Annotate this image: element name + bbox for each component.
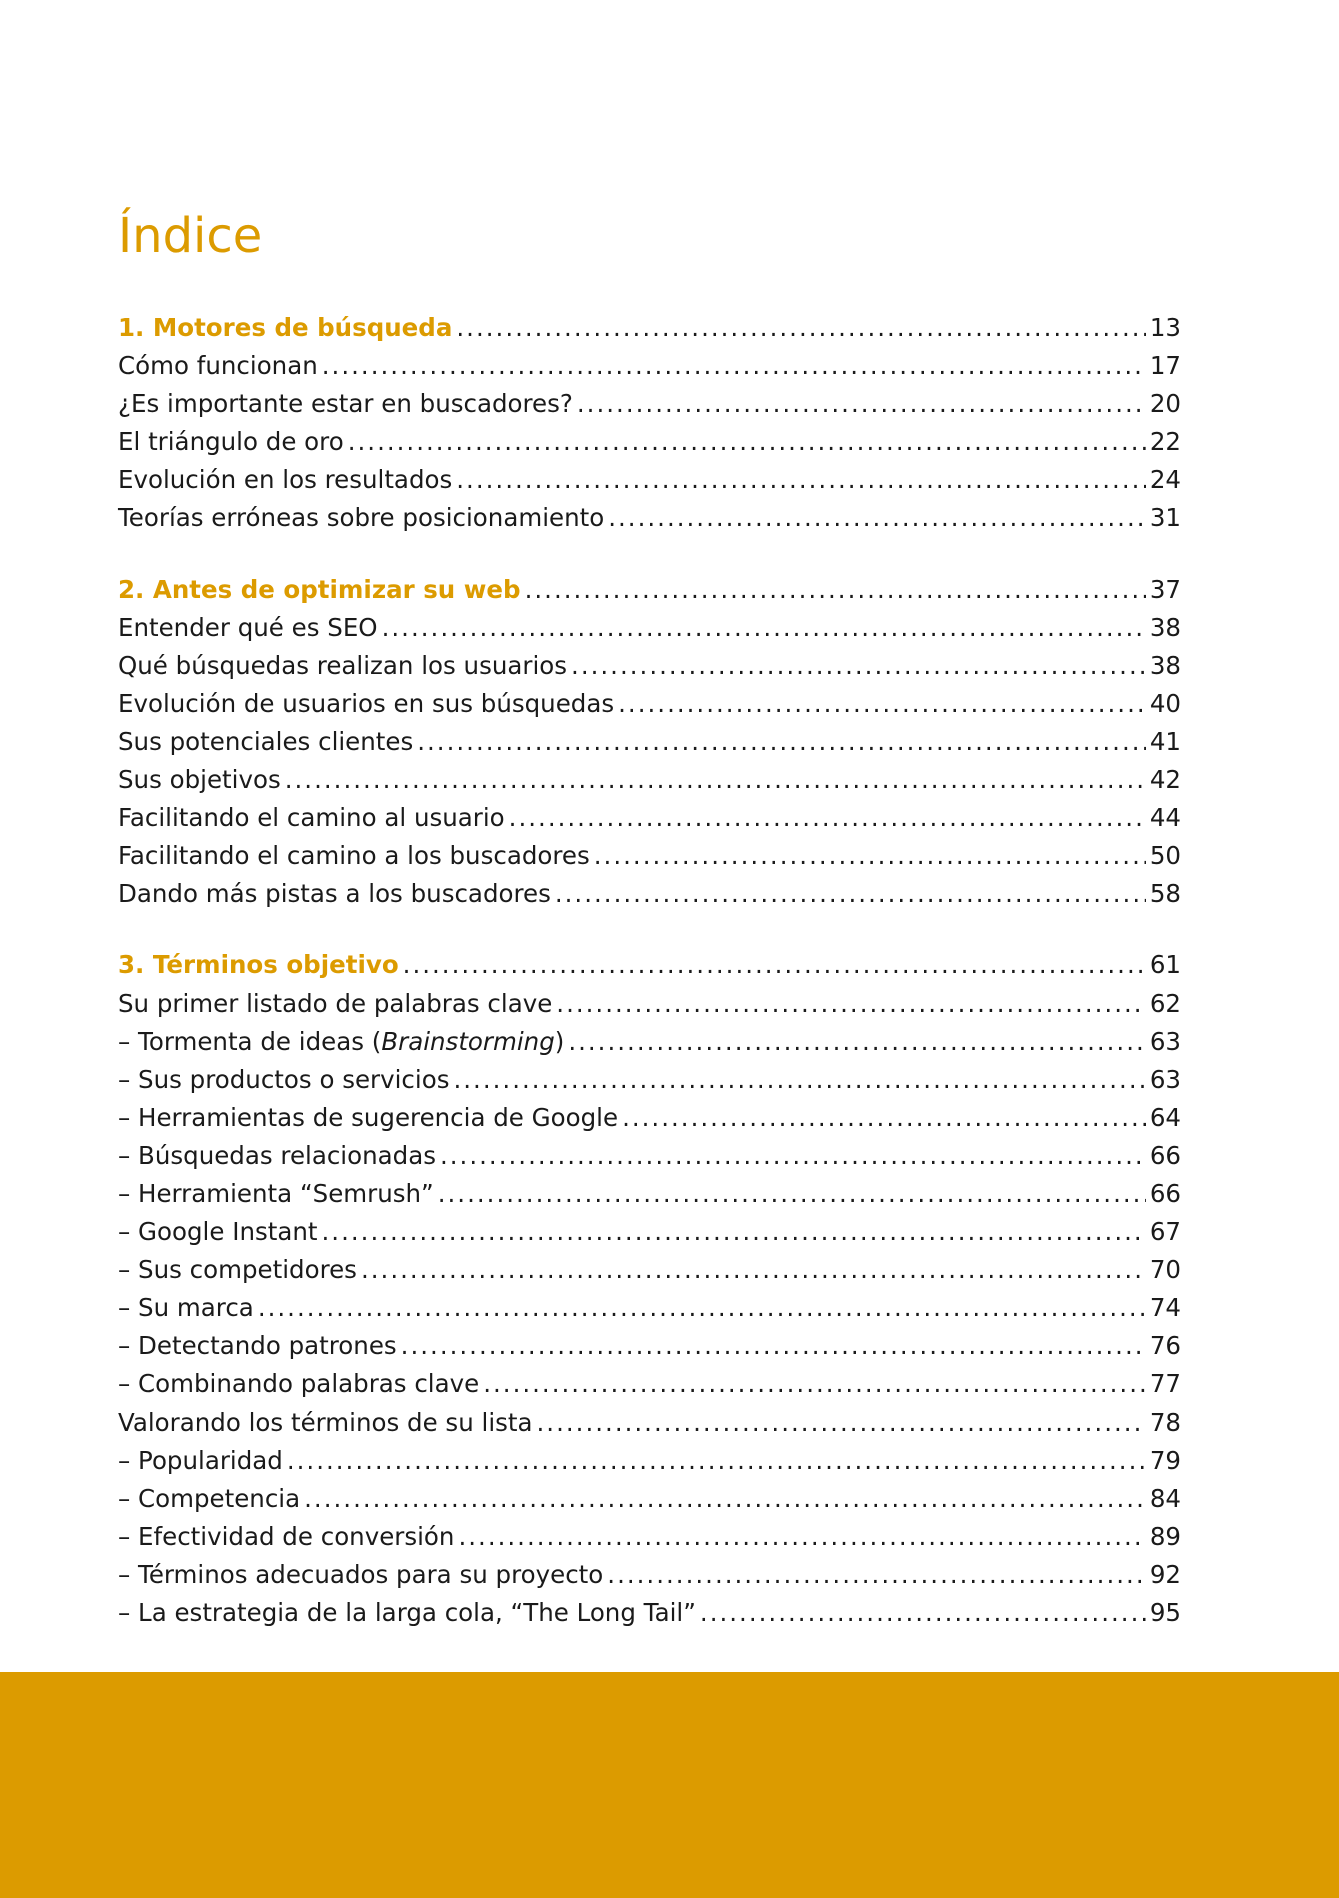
toc-page-number: 61 xyxy=(1149,950,1181,980)
toc-entry[interactable] xyxy=(118,1365,1181,1403)
toc-entry-label: 1. Motores de búsqueda xyxy=(118,313,453,342)
toc-entry-label: Valorando los términos de su lista xyxy=(118,1407,533,1437)
toc-entry-label: Facilitando el camino al usuario xyxy=(118,803,505,833)
toc-entry-label: Facilitando el camino a los buscadores xyxy=(118,841,590,871)
toc-entry-label: – Google Instant xyxy=(118,1217,318,1247)
toc-entry-label-italic: Brainstorming xyxy=(381,1026,555,1056)
toc-leader-dots xyxy=(453,1061,1145,1099)
toc-entry[interactable] xyxy=(118,385,1181,423)
toc-entry[interactable] xyxy=(118,1023,1181,1061)
toc-page-number: 13 xyxy=(1149,313,1181,342)
toc-page-number: 79 xyxy=(1149,1445,1181,1475)
toc-entry[interactable] xyxy=(118,1480,1181,1518)
toc-entry[interactable] xyxy=(118,1061,1181,1099)
toc-entry-label: – Competencia xyxy=(118,1483,301,1513)
toc-page-number: 44 xyxy=(1149,803,1181,833)
toc-page-number: 95 xyxy=(1149,1598,1181,1627)
toc-leader-dots xyxy=(403,946,1146,984)
toc-leader-dots xyxy=(417,723,1146,761)
toc-entry-label: – Términos adecuados para su proyecto xyxy=(118,1559,604,1589)
toc-entry-label: Evolución en los resultados xyxy=(118,465,453,495)
toc-leader-dots xyxy=(458,1518,1145,1556)
toc-entry-label: – Combinando palabras clave xyxy=(118,1369,480,1399)
toc-page-number: 92 xyxy=(1149,1559,1181,1589)
toc-leader-dots xyxy=(568,1023,1146,1061)
toc-leader-dots xyxy=(322,1213,1146,1251)
toc-section-heading[interactable] xyxy=(118,309,1181,347)
toc-leader-dots xyxy=(594,837,1146,875)
toc-page-number: 63 xyxy=(1149,1026,1181,1056)
toc-page-number: 38 xyxy=(1149,612,1181,642)
toc-entry[interactable] xyxy=(118,461,1181,499)
toc-entry-label: – Herramientas de sugerencia de Google xyxy=(118,1102,619,1132)
toc-leader-dots xyxy=(456,461,1146,499)
toc-leader-dots xyxy=(618,685,1146,723)
table-of-contents xyxy=(118,309,1181,1632)
toc-entry-label: – Sus competidores xyxy=(118,1255,357,1285)
toc-page-number: 77 xyxy=(1149,1369,1181,1399)
toc-entry[interactable] xyxy=(118,685,1181,723)
toc-leader-dots xyxy=(622,1099,1146,1137)
toc-entry[interactable] xyxy=(118,799,1181,837)
toc-page-number: 84 xyxy=(1149,1483,1181,1513)
toc-entry-label: Cómo funcionan xyxy=(118,351,318,381)
toc-entry-label: Su primer listado de palabras clave xyxy=(118,988,553,1018)
toc-leader-dots xyxy=(285,761,1146,799)
toc-entry-label: Evolución de usuarios en sus búsquedas xyxy=(118,688,615,718)
toc-entry-label: ¿Es importante estar en buscadores? xyxy=(118,389,573,419)
toc-entry[interactable] xyxy=(118,1213,1181,1251)
toc-leader-dots xyxy=(440,1137,1146,1175)
toc-page-number: 50 xyxy=(1149,841,1181,871)
toc-leader-dots xyxy=(258,1289,1146,1327)
toc-page-number: 63 xyxy=(1149,1064,1181,1094)
toc-leader-dots xyxy=(556,985,1146,1023)
toc-entry-label: 3. Términos objetivo xyxy=(118,950,399,980)
toc-page-number: 76 xyxy=(1149,1331,1181,1361)
toc-leader-dots xyxy=(577,385,1146,423)
toc-page-number: 24 xyxy=(1149,465,1181,495)
toc-section xyxy=(118,309,1181,538)
toc-entry[interactable] xyxy=(118,1556,1181,1594)
toc-section xyxy=(118,571,1181,914)
toc-entry[interactable] xyxy=(118,1442,1181,1480)
toc-entry-label: – Sus productos o servicios xyxy=(118,1064,450,1094)
toc-entry[interactable] xyxy=(118,647,1181,685)
toc-leader-dots xyxy=(483,1365,1146,1403)
toc-page-number: 89 xyxy=(1149,1521,1181,1551)
toc-entry[interactable] xyxy=(118,1404,1181,1442)
toc-entry-label xyxy=(118,1023,564,1061)
toc-leader-dots xyxy=(361,1251,1146,1289)
toc-entry[interactable] xyxy=(118,1327,1181,1365)
toc-page-number: 58 xyxy=(1149,879,1181,909)
toc-page-number: 67 xyxy=(1149,1217,1181,1247)
toc-entry-label: Teorías erróneas sobre posicionamiento xyxy=(118,503,605,533)
toc-entry[interactable] xyxy=(118,423,1181,461)
toc-leader-dots xyxy=(438,1175,1146,1213)
toc-leader-dots xyxy=(382,609,1146,647)
toc-entry-label: El triángulo de oro xyxy=(118,427,344,457)
toc-page-number: 64 xyxy=(1149,1102,1181,1132)
toc-entry-label: – Búsquedas relacionadas xyxy=(118,1140,436,1170)
toc-leader-dots xyxy=(555,875,1146,913)
toc-leader-dots xyxy=(608,499,1146,537)
toc-entry[interactable] xyxy=(118,1137,1181,1175)
toc-entry[interactable] xyxy=(118,1175,1181,1213)
footer-band xyxy=(0,1672,1339,1898)
toc-leader-dots xyxy=(700,1594,1146,1632)
toc-entry[interactable] xyxy=(118,875,1181,913)
toc-leader-dots xyxy=(304,1480,1146,1518)
toc-entry[interactable] xyxy=(118,347,1181,385)
toc-leader-dots xyxy=(571,647,1146,685)
page-title: Índice xyxy=(118,208,263,264)
toc-entry[interactable] xyxy=(118,1594,1181,1632)
toc-page-number: 20 xyxy=(1149,389,1181,419)
toc-page-number: 37 xyxy=(1149,574,1181,604)
toc-page-number: 42 xyxy=(1149,765,1181,795)
toc-leader-dots xyxy=(537,1404,1146,1442)
toc-page-number: 22 xyxy=(1149,427,1181,457)
toc-entry[interactable] xyxy=(118,1289,1181,1327)
toc-page-number: 74 xyxy=(1149,1293,1181,1323)
toc-entry-label: – Efectividad de conversión xyxy=(118,1521,455,1551)
toc-entry-label: – Herramienta “Semrush” xyxy=(118,1178,434,1208)
toc-page-number: 40 xyxy=(1149,688,1181,718)
toc-leader-dots xyxy=(456,309,1145,347)
toc-entry[interactable] xyxy=(118,761,1181,799)
toc-page-number: 41 xyxy=(1149,726,1181,756)
toc-leader-dots xyxy=(509,799,1146,837)
toc-entry-label-text: – Tormenta de ideas ( xyxy=(118,1026,382,1056)
toc-entry-label: – La estrategia de la larga cola, “The Long Tail” xyxy=(118,1598,696,1627)
toc-entry[interactable] xyxy=(118,499,1181,537)
toc-entry[interactable] xyxy=(118,1099,1181,1137)
toc-section-heading[interactable] xyxy=(118,571,1181,609)
toc-page-number: 31 xyxy=(1149,503,1181,533)
toc-entry[interactable] xyxy=(118,985,1181,1023)
toc-page-number: 66 xyxy=(1149,1178,1181,1208)
toc-leader-dots xyxy=(322,347,1146,385)
toc-entry[interactable] xyxy=(118,1251,1181,1289)
toc-page-number: 78 xyxy=(1149,1407,1181,1437)
toc-page-number: 70 xyxy=(1149,1255,1181,1285)
toc-page-number: 66 xyxy=(1149,1140,1181,1170)
toc-entry[interactable] xyxy=(118,609,1181,647)
toc-entry-label: Entender qué es SEO xyxy=(118,612,378,642)
toc-entry-label: – Detectando patrones xyxy=(118,1331,397,1361)
toc-page-number: 17 xyxy=(1149,351,1181,381)
toc-entry[interactable] xyxy=(118,1518,1181,1556)
toc-leader-dots xyxy=(401,1327,1146,1365)
toc-entry-label: Sus potenciales clientes xyxy=(118,726,414,756)
toc-leader-dots xyxy=(348,423,1146,461)
toc-entry-label: 2. Antes de optimizar su web xyxy=(118,574,521,604)
toc-entry-label: Dando más pistas a los buscadores xyxy=(118,879,551,909)
toc-leader-dots xyxy=(525,571,1146,609)
toc-entry-label: – Su marca xyxy=(118,1293,254,1323)
toc-entry-label: Qué búsquedas realizan los usuarios xyxy=(118,650,568,680)
toc-leader-dots xyxy=(287,1442,1146,1480)
toc-entry-label: Sus objetivos xyxy=(118,765,281,795)
toc-section-heading[interactable] xyxy=(118,946,1181,984)
toc-entry[interactable] xyxy=(118,723,1181,761)
toc-section xyxy=(118,946,1181,1632)
toc-entry-label-text: ) xyxy=(554,1026,565,1056)
toc-page-number: 38 xyxy=(1149,650,1181,680)
toc-leader-dots xyxy=(607,1556,1146,1594)
toc-page-number: 62 xyxy=(1149,988,1181,1018)
toc-entry-label: – Popularidad xyxy=(118,1445,283,1475)
toc-entry[interactable] xyxy=(118,837,1181,875)
